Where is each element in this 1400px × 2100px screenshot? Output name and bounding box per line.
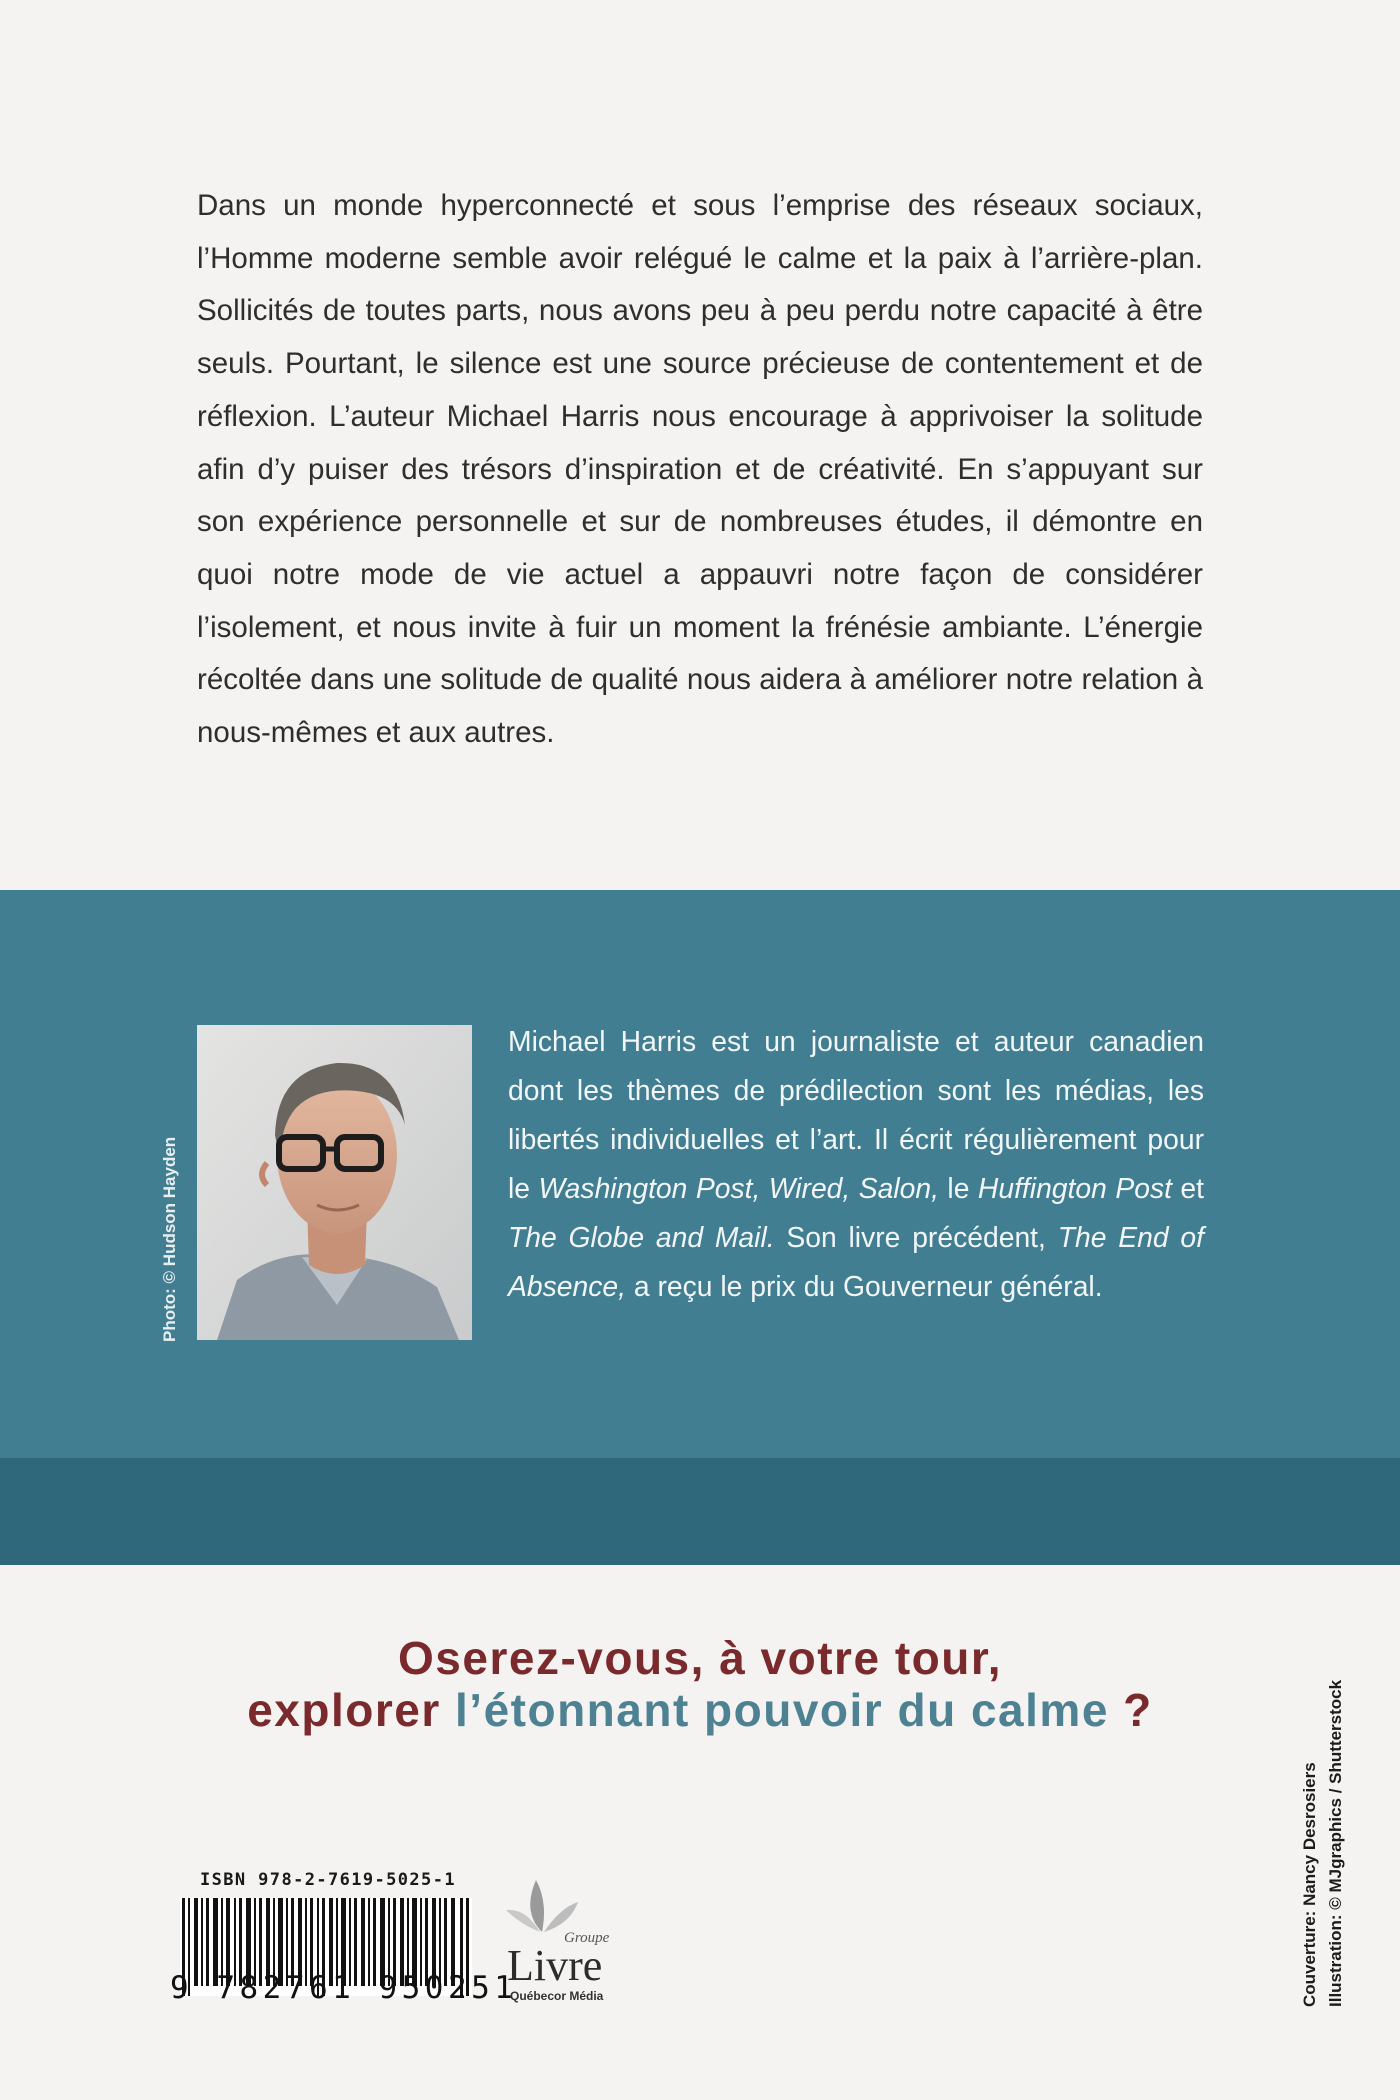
tagline — [197, 1632, 1203, 1736]
summary-paragraph: Dans un monde hyperconnecté et sous l’emprise des réseaux sociaux, l’Homme moderne semble avoir relégué le calme et la paix à l’arrière-plan. Sollicités de toutes parts, nous avons peu à peu perdu notre capacité à être seuls. Pourtant, le silence est une source précieuse de contentement et de réflexion. L’auteur Michael Harris nous encourage à apprivoiser la solitude afin d’y puiser des trésors d’inspiration et de créativité. En s’appuyant sur son expérience personnelle et sur de nombreuses études, il démontre en quoi notre mode de vie actuel a appauvri notre façon de considérer l’isolement, et nous invite à fuir un moment la frénésie ambiante. L’énergie récoltée dans une solitude de qualité nous aidera à améliorer notre relation à nous-mêmes et aux autres. — [197, 189, 1203, 750]
tagline-line-1: Oserez-vous, à votre tour, — [398, 1632, 1002, 1684]
publisher-media: Québecor Média — [510, 1989, 604, 2003]
author-bio-text-5: a reçu le prix du Gouverneur général. — [625, 1270, 1103, 1302]
barcode-digits: 9 782761 950251 — [170, 1970, 518, 2006]
publication-names-2: Huffington Post — [977, 1172, 1172, 1204]
publication-names-1: Washington Post, Wired, Salon, — [538, 1172, 939, 1204]
author-bio — [508, 1017, 1204, 1311]
cover-credit: Couverture: Nancy Desrosiers — [1300, 1762, 1319, 2007]
publisher-groupe: Groupe — [564, 1930, 610, 1946]
author-band-strip — [0, 1458, 1400, 1565]
barcode — [170, 1870, 518, 2010]
publisher-livre: Livre — [507, 1941, 603, 1990]
publisher-logo — [482, 1872, 622, 2002]
cover-credits — [1297, 1680, 1349, 2007]
illustration-credit: Illustration: © MJgraphics / Shutterstock — [1326, 1679, 1345, 2007]
tagline-end: ? — [1108, 1684, 1153, 1736]
tagline-line-2a: explorer — [247, 1684, 456, 1736]
previous-book-title: The End of Absence, — [508, 1221, 1204, 1302]
author-bio-text-2: le — [938, 1172, 978, 1204]
isbn-text: ISBN 978-2-7619-5025-1 — [200, 1870, 456, 1890]
author-bio-text-1: Michael Harris est un journaliste et auteur canadien dont les thèmes de prédilection sont les médias, les libertés individuelles et l’art. Il écrit régulièrement pour le — [508, 1025, 1204, 1204]
author-bio-text-3: et — [1171, 1172, 1204, 1204]
publication-names-3: The Globe and Mail. — [508, 1221, 775, 1253]
author-photo — [197, 1025, 472, 1340]
tagline-accent: l’étonnant pouvoir du calme — [455, 1684, 1109, 1736]
author-bio-text-4: Son livre précédent, — [774, 1221, 1058, 1253]
photo-credit: Photo: © Hudson Hayden — [160, 1136, 179, 1342]
author-portrait-icon — [197, 1025, 472, 1340]
